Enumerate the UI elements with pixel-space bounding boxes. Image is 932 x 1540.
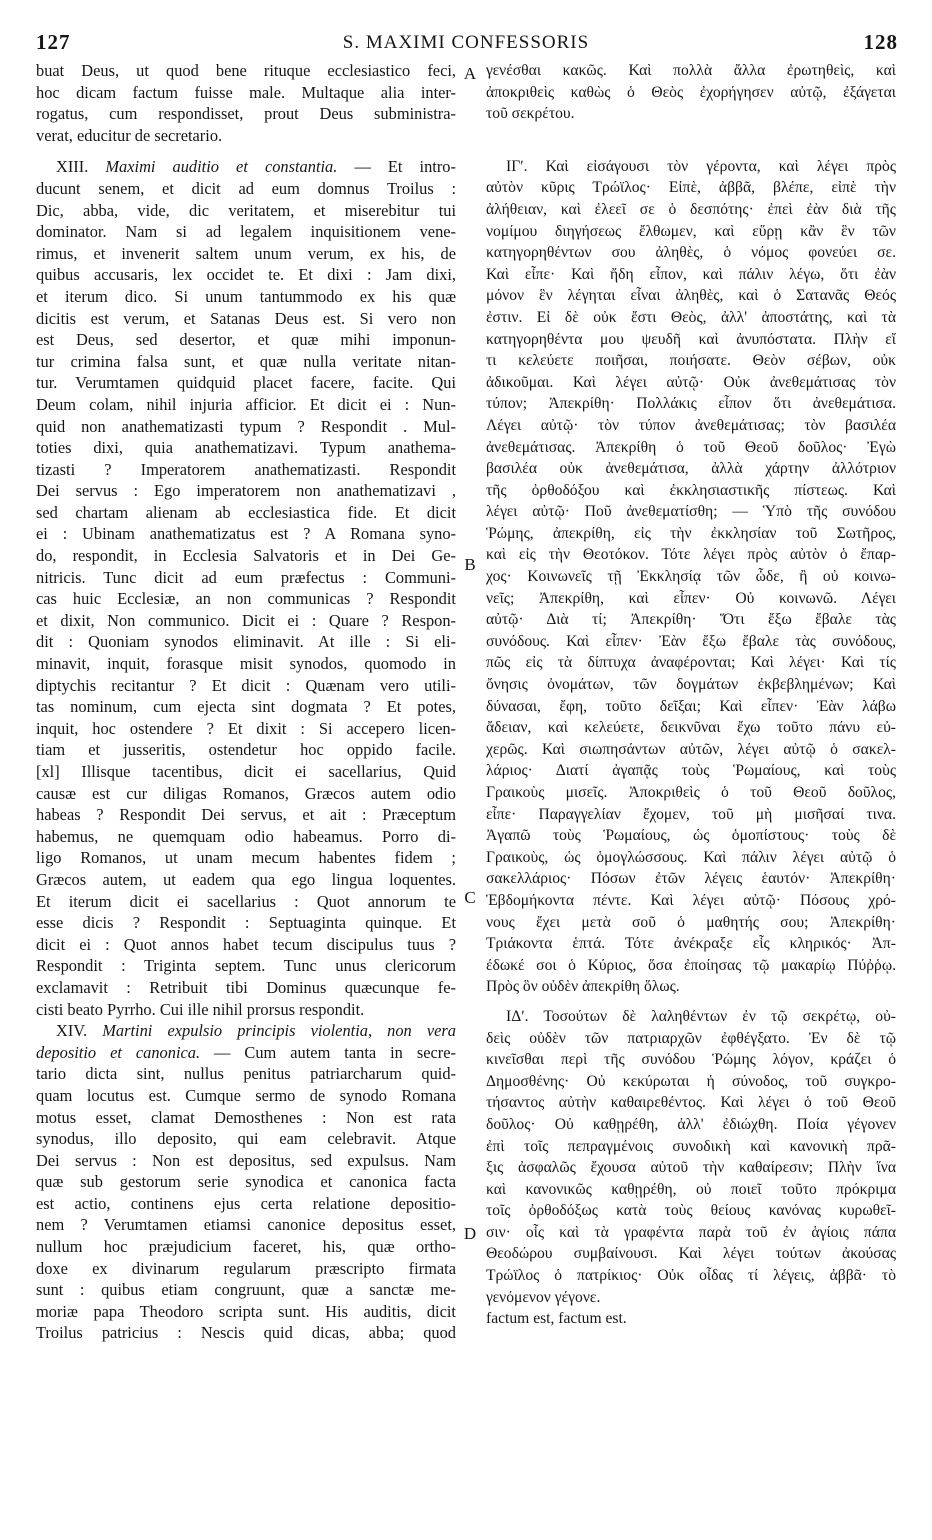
greek-text-line: αὐτὸν κῦρις Τρώϊλος· Εἰπὲ, ἀββᾶ, βλέπε, εἰπὲ τὴν (486, 179, 896, 197)
greek-text-line: κινεῖσθαι περὶ τῆς συνόδου Ῥώμης λόγον, κράζει ὁ (486, 1051, 896, 1069)
greek-text-line: Ἑβδομήκοντα πέντε. Καὶ λέγει αὐτῷ· Πόσους χρό- (486, 891, 896, 909)
latin-text-line: cisti beato Pyrrho. Cui ille nihil prorsus respondit. (36, 999, 365, 1019)
greek-text-line: ἄδειαν, καὶ κελεύετε, δεικνῦναι ἔχω τοῦτο πάνυ εὐ- (486, 719, 896, 737)
latin-text-line: ei : Ubinam anathematizatus est ? A Romana syno- (36, 524, 456, 544)
latin-text-line: et iterum dico. Si unum tantummodo ex his quæ (36, 286, 456, 306)
latin-text-line: Dic, abba, vide, dic veritatem, et miserebitur tui (36, 200, 456, 220)
latin-text-line: Respondit : Triginta septem. Tunc unus clericorum (36, 956, 456, 976)
greek-text-line: συνόδους. Καὶ εἶπεν· Ἐὰν ἔξω ἔβαλε τὰς συνόδους, (486, 632, 896, 650)
greek-text-line: σιν· οἷς καὶ τὰ γραφέντα παρὰ τοῦ ἐν ἁγίοις πάπα (486, 1223, 896, 1241)
latin-text-line: dicitis est verum, et Satanas Deus est. Si vero non (36, 308, 456, 328)
latin-text-line: nitricis. Tunc dicit ad eum præfectus : Communi- (36, 567, 456, 587)
margin-marker-c: C (464, 888, 476, 907)
greek-text-line: δεὶς οὐδὲν τῶν πατριαρχῶν ἐφθέγξατο. Ἐν δὲ τῷ (486, 1029, 896, 1047)
latin-text-line: habeas ? Respondit Dei servus, et ait : Præceptum (36, 805, 456, 825)
section-14-heading-cont (36, 1042, 456, 1064)
greek-text-line: γενέσθαι κακῶς. Καὶ πολλὰ ἄλλα ἐρωτηθεὶς, καὶ (486, 62, 896, 79)
greek-paragraph-section-14 (486, 1006, 896, 1308)
latin-text-line: est Deus, sed desertor, et quæ mihi imponun- (36, 330, 456, 350)
greek-text-line: πῶς εἰς τὰ δίπτυχα ἀναφέρονται; Καὶ λέγει· Καὶ τίς (486, 654, 896, 672)
latin-text-line: diptychis recitantur ? Et dicit : Quænam vero utili- (36, 675, 456, 695)
greek-text-line: ἐστιν. Εἰ δὲ οὐκ ἔστι Θεὸς, ἀλλ' ἀποστάτης, καὶ τὰ (486, 308, 896, 326)
greek-text-line: δύνασαι, ἔφη, τοῦτο δεῖξαι; Καὶ εἶπεν· Ἐὰν λάβω (486, 697, 896, 715)
latin-text-line: do, respondit, in Ecclesia Salvatoris et in Dei Ge- (36, 546, 456, 566)
latin-text-line: Dei servus : Ego imperatorem non anathematizavi , (36, 481, 456, 501)
greek-text-line: μόνον ἓν λέγηται εἶναι ἀληθὲς, καὶ ὁ Σατανᾶς Θεός (486, 287, 896, 305)
greek-text-line: εἶπε· Παραγγελίαν ἔχομεν, τοῦ μὴ μισῆσαί τινα. (486, 805, 896, 823)
latin-paragraph-opening (36, 60, 456, 146)
section-14-heading (36, 1020, 456, 1042)
greek-text-line: καὶ εἰς τὴν Θεοτόκον. Τότε λέγει πρὸς αὐτὸν ὁ ἔπαρ- (486, 546, 896, 564)
greek-text-line: τοῖς ὀρθοδόξως κατὰ τοὺς θείους κανόνας κυρωθεῖ- (486, 1202, 896, 1220)
greek-text-line: τοῦ σεκρέτου. (486, 105, 575, 123)
latin-text-line: dominator. Nam si ad legalem inquisitionem vene- (36, 222, 456, 242)
latin-text-line: minavit, inquit, forasque misit synodos, quomodo in (36, 654, 456, 674)
greek-text-line: Ἀγαπῶ τοὺς Ῥωμαίους, ὡς ὁμοπίστους· τοὺς δὲ (486, 827, 896, 845)
latin-text-line: hoc dicam factum fuisse male. Multaque alia inter- (36, 82, 456, 102)
greek-text-line: ἀνεθεμάτισας. Ἀπεκρίθη ὁ τοῦ Θεοῦ δοῦλος· Ἐγὼ (486, 438, 896, 456)
greek-text-line: Πρὸς ὃν οὐδὲν ἀπεκρίθη ὅλως. (486, 978, 680, 996)
greek-text-line: Τριάκοντα ἑπτά. Τότε ἀνέκραξε εἷς κληρικός· Ἀπ- (486, 935, 896, 953)
greek-text-line: ἐπὶ τοῖς πεπραγμένοις συνοδικὴ καὶ κανονικὴ πρᾶ- (486, 1137, 896, 1155)
greek-paragraph-section-13 (486, 156, 896, 998)
latin-text-line: inquit, hoc ostendere ? Et dixit : Si accepero licen- (36, 718, 456, 738)
latin-text-line: est actio, continens ejus certa relatione depositio- (36, 1193, 456, 1213)
latin-text-line: causæ est cur diligas Romanos, Græcos autem odio (36, 783, 456, 803)
latin-paragraph-section-14 (36, 1063, 456, 1344)
greek-text-line: αὐτῷ· Διὰ τί; Ἀπεκρίθη· Ὅτι ἔξω ἔβαλε τὰς (486, 611, 896, 629)
latin-text-line: dit : Quoniam synodos eliminavit. At ille : Si eli- (36, 632, 456, 652)
latin-text-line: [xl] Illisque tacentibus, dicit ei sacellarius, Quid (36, 762, 456, 781)
greek-text-line: ἀδικοῦμαι. Καὶ λέγει αὐτῷ· Οὐκ ἀνεθεμάτισας τὸν (486, 373, 896, 391)
latin-text-line: rimus, et invenerit saltem unum verum, ex his, de (36, 243, 456, 263)
greek-text-line: τήσαντος αὐτὴν καθαιρεθέντος. Καὶ λέγει ὁ τοῦ Θεοῦ (486, 1094, 896, 1112)
margin-marker-a: A (463, 64, 477, 83)
latin-text-line: moriæ papa Theodoro scripta sunt. His auditis, dicit (36, 1301, 456, 1321)
page-header (0, 30, 932, 58)
latin-text-line: quæ sub gestorum serie synodica et canonica facta (36, 1172, 456, 1192)
greek-text-line: Γραικοὺς, ὡς ὁμογλώσσους. Καὶ πάλιν λέγει αὐτῷ ὁ (486, 848, 896, 866)
greek-text-line: νομίμου διηγήσεως ἔλθωμεν, καὶ εὕρῃ κἂν ἓν τῶν (486, 222, 896, 240)
latin-text-line: tario dicta sint, nullus penitus patriarcharum quid- (36, 1064, 456, 1084)
greek-text-line: Δημοσθένης· Οὐ κεκύρωται ἡ σύνοδος, τοῦ συγκρο- (486, 1072, 896, 1090)
page-number-left: 127 (36, 30, 71, 54)
latin-text-line: motus esset, clamat Demosthenes : Non est rata (36, 1107, 456, 1127)
latin-text-line: quid non anathematizasti typum ? Respondit . Mul- (36, 416, 456, 436)
greek-text-line: γενόμενον γέγονε. (486, 1288, 601, 1306)
latin-text-line: sunt : quibus etiam congruunt, quæ a sanctæ me- (36, 1280, 456, 1300)
greek-text-line: ξις ἀσφαλῶς ἔχουσα αὐτοῦ τὴν καθαίρεσιν; Πλὴν ἵνα (486, 1159, 896, 1177)
latin-text-line: esse dicis ? Respondit : Septuaginta quinque. Et (36, 913, 456, 933)
greek-text-line: κατηγορηθέντα μου ψευδῆ καὶ ἀνυπόστατα. Πλὴν εἴ (486, 330, 896, 348)
greek-text-line: χερῶς. Καὶ σιωπησάντων αὐτῶν, λέγει αὐτῷ ὁ σακελ- (486, 740, 896, 758)
greek-text-line: σακελλάριος· Πόσων ἐτῶν λέγεις ἑαυτόν· Ἀπεκρίθη· (486, 870, 896, 888)
greek-text-line: Καὶ εἶπε· Καὶ ἤδη εἶπον, καὶ πάλιν λέγω, ὅτι ἐὰν (486, 265, 896, 283)
latin-text-line: cas huic Ecclesiæ, an non communicas ? Respondit (36, 589, 456, 609)
greek-text-line: τι κελεύετε ποιῆσαι, ποιήσατε. Θεὸν σέβων, οὐκ (486, 352, 896, 370)
section-14-title-2: depositio et canonica. (36, 1042, 201, 1062)
latin-text-line: toties dixi, quia anathematizavi. Typum anathema- (36, 438, 456, 458)
latin-text-line: ligo Romanos, ut unam mecum habentes fidem ; (36, 848, 456, 868)
latin-text-line: rogatus, cum respondisset, prout Deus subministra- (36, 104, 456, 124)
latin-text-line: quam locutus est. Cumque sermo de synodo Romana (36, 1085, 456, 1105)
greek-text-line: τύπον; Ἀπεκρίθη· Πολλάκις εἶπον ὅτι ἀνεθεμάτισα. (486, 395, 896, 413)
greek-text-line: ἀλήθειαν, καὶ ἐλεεῖ σε ὁ δεσπότης· ἐπεὶ ἐὰν διὰ τῆς (486, 200, 896, 218)
greek-text-line: νους ἔχει μετὰ σοῦ ὁ μαθητής σου; Ἀπεκρίθη· (486, 913, 896, 931)
section-13-lead: — Et intro- (354, 157, 456, 177)
greek-text-line: Θεοδώρου συμβαίνουσι. Καὶ λέγει τούτων ἀκούσας (486, 1245, 896, 1263)
latin-text-line: Dei servus : Non est depositus, sed expulsus. Nam (36, 1150, 456, 1170)
section-14-lead: — Cum autem tanta in secre- (214, 1042, 456, 1062)
latin-text-line: verat, educitur de secretario. (36, 125, 223, 145)
latin-text-line: ducunt senem, et dicit ad eum domnus Troilus : (36, 178, 456, 198)
greek-text-line: Γραικοὺς μισεῖς. Ἀποκριθεὶς ὁ τοῦ Θεοῦ δοῦλος, (486, 784, 896, 801)
margin-marker-d: D (463, 1224, 477, 1243)
latin-text-line: quibus accusaris, lex occidet te. Et dixi : Jam dixi, (36, 265, 456, 285)
latin-text-line: doxe ex divinarum regularum præscripto firmata (36, 1258, 456, 1278)
latin-paragraph-section-13 (36, 178, 456, 1020)
greek-text-line: βασιλέα οὐκ ἀνεθεμάτισα, ἀλλὰ χάρτην ἀλλότριον (486, 460, 896, 478)
greek-text-line: λέγει αὐτῷ· Ποῦ ἀνεθεματίσθη; — Ὑπὸ τῆς συνόδου (486, 503, 896, 521)
latin-text-line: tas nominum, cum ejecta sint dogmata ? Et potes, (36, 697, 456, 717)
latin-text-line: Græcos autem, ut eadem qua ego lingua loquentes. (36, 869, 456, 889)
section-13-number: XIII. (56, 157, 89, 177)
greek-text-line: ὄνησις ὀνομάτων, τῶν δογμάτων ἐκβεβλημένων; Καὶ (486, 676, 896, 694)
greek-text-line: δοῦλος· Οὐ καθῃρέθη, ἀλλ' ἐδιώχθη. Ποία γέγονεν (486, 1115, 896, 1133)
latin-text-line: synodus, illo deposito, qui eam celebravit. Atque (36, 1129, 456, 1149)
greek-text-line: τῆς ὀρθοδόξου καὶ ἐκκλησιαστικῆς πίστεως. Καὶ (486, 481, 896, 499)
latin-text-line: Et iterum dicit ei sacellarius : Quot annorum te (36, 891, 456, 911)
latin-text-line: nem ? Verumtamen etiamsi canonice depositus esset, (36, 1215, 456, 1235)
greek-text-line: έδωκέ σοι ὁ Κύριος, ὅσα ἐποίησας τῷ μακαρίῳ Πύῤῥῳ. (486, 956, 896, 974)
latin-text-line: habemus, ne quemquam odio habeamus. Porro di- (36, 826, 456, 846)
greek-text-line: Λέγει αὐτῷ· τὸν τύπον ἀνεθεμάτισας; τὸν βασιλέα (486, 416, 896, 434)
page-number-right: 128 (863, 30, 898, 54)
greek-text-line: χος· Κοινωνεῖς τῇ Ἐκκλησίᾳ τῶν ὧδε, ἢ οὐ κοινω- (486, 568, 896, 586)
greek-text-line: ἀποκριθεὶς καθὼς ὁ Θεὸς ἐχορήγησεν αὐτῷ, ἐξάγεται (486, 83, 896, 101)
greek-text-line: κατηγορηθέντων σου ἀληθὲς, ὁ νόμος φονεύει σε. (486, 244, 896, 262)
latin-text-line: tur. Verumtamen quidquid placet facere, facite. Qui (36, 373, 456, 393)
latin-text-line: tizasti ? Imperatorem anathematizasti. Respondit (36, 459, 456, 479)
latin-text-line: dicit ei : Quot annos habet tecum discipulus tuus ? (36, 934, 456, 954)
running-title: S. MAXIMI CONFESSORIS (342, 32, 590, 53)
greek-text-line: Τρώϊλος ὁ πατρίκιος· Οὐκ οἶδας τί λέγεις, ἀββᾶ· τὸ (486, 1267, 896, 1285)
latin-text-line: exclamavit : Retribuit tibi Dominus quæcunque fe- (36, 977, 456, 997)
section-13-heading (36, 156, 456, 178)
greek-text-line: νεῖς; Ἀπεκρίθη, καὶ εἶπεν· Οὐ κοινωνῶ. Λέγει (486, 589, 896, 607)
section-13-title: Maximi auditio et constantia. (105, 157, 338, 177)
latin-text-line: sed chartam alienam ab ecclesiastica fide. Et dicit (36, 502, 456, 522)
greek-text-line: καὶ κανονικῶς καθῃρέθη, οὐ ποιεῖ τοῦτο πρόκριμα (486, 1180, 896, 1198)
margin-marker-b: B (464, 555, 476, 574)
greek-paragraph-opening (486, 60, 896, 125)
latin-text-line: Deum colam, nihil injuria afficior. Et dicit ei : Nun- (36, 394, 456, 414)
greek-text-line: Ῥώμης, ἀπεκρίθη, εἰς τὴν ἐκκλησίαν τοῦ Σωτῆρος, (486, 524, 896, 542)
latin-text-line: tur crimina falsa sunt, et quæ nulla veritate nitan- (36, 351, 456, 371)
greek-column (486, 60, 896, 1330)
latin-text-line: buat Deus, ut quod bene rituque ecclesiastico feci, (36, 61, 456, 80)
latin-text-line: et dixit, Non communico. Dicit ei : Quare ? Respon- (36, 610, 456, 630)
section-14-title-1: Martini expulsio principis violentia, non vera (102, 1021, 456, 1041)
greek-text-line: λάριος· Διατί ἀγαπᾷς τοὺς Ῥωμαίους, καὶ τοὺς (486, 762, 896, 780)
greek-text-line: ΙΓʹ. Καὶ εἰσάγουσι τὸν γέροντα, καὶ λέγει πρὸς (506, 157, 896, 175)
latin-text-line: tiam et jusseritis, ostendetur hoc oppido facile. (36, 740, 456, 760)
latin-text-line: Troilus patricius : Nescis quid dicas, abba; quod (36, 1323, 456, 1343)
closing-line-tail: factum est, factum est. (486, 1310, 627, 1328)
latin-column (36, 60, 456, 1344)
section-14-number: XIV. (56, 1021, 88, 1041)
greek-text-line: ΙΔʹ. Τοσούτων δὲ λαληθέντων ἐν τῷ σεκρέτῳ, οὐ- (506, 1007, 896, 1025)
latin-text-line: nullum hoc præjudicium faceret, his, quæ ortho- (36, 1237, 456, 1257)
